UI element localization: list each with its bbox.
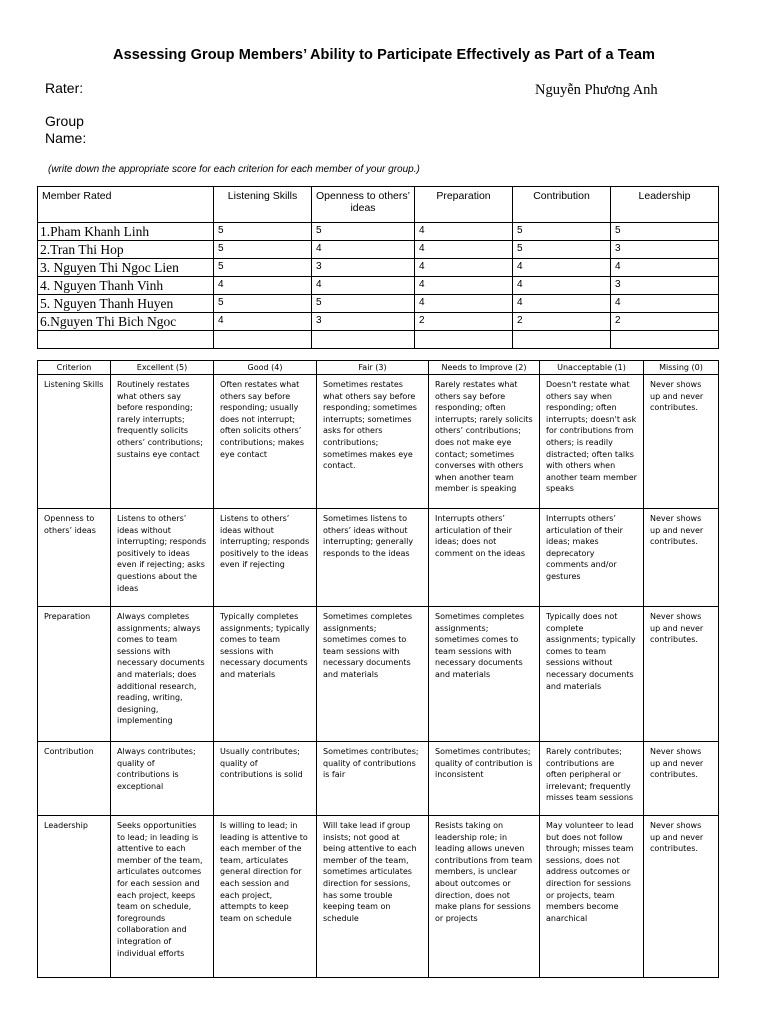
score-cell-preparation: 2 <box>415 313 513 331</box>
score-cell-preparation: 4 <box>415 277 513 295</box>
rubric-cell-fair: Sometimes contributes; quality of contributions is fair <box>317 742 429 816</box>
rubric-cell-unacceptable: May volunteer to lead but does not follow through; misses team sessions, does not address outcomes or direction for sessions or projects, team members become anarchical <box>540 816 644 978</box>
score-cell-listening: 5 <box>214 295 312 313</box>
rubric-header-fair: Fair (3) <box>317 361 429 375</box>
instruction-text: (write down the appropriate score for each criterion for each member of your group.) <box>48 164 420 175</box>
score-cell-member: 5. Nguyen Thanh Huyen <box>38 295 214 313</box>
rubric-header-good: Good (4) <box>214 361 317 375</box>
score-cell-member: 3. Nguyen Thi Ngoc Lien <box>38 259 214 277</box>
score-cell-leadership: 4 <box>611 259 719 277</box>
score-cell-listening: 4 <box>214 277 312 295</box>
rubric-cell-missing: Never shows up and never contributes. <box>644 375 719 509</box>
score-cell-leadership: 3 <box>611 277 719 295</box>
score-cell-preparation: 4 <box>415 259 513 277</box>
group-name-label: Group Name: <box>45 113 87 146</box>
rubric-cell-excellent: Listens to others’ ideas without interrupting; responds positively to ideas even if rejecting; asks questions about the ideas <box>111 509 214 607</box>
score-cell-contribution: 4 <box>513 259 611 277</box>
score-cell-leadership <box>611 331 719 349</box>
rubric-header-missing: Missing (0) <box>644 361 719 375</box>
rubric-cell-criterion: Preparation <box>38 607 111 742</box>
score-row <box>38 241 719 259</box>
score-table <box>37 186 719 349</box>
score-cell-openness: 5 <box>312 223 415 241</box>
rubric-cell-excellent: Always completes assignments; always comes to team sessions with necessary documents and materials; does additional research, reading, writing, designing, implementing <box>111 607 214 742</box>
score-row <box>38 223 719 241</box>
rubric-cell-good: Is willing to lead; in leading is attentive to each member of the team, articulates general direction for each session and each project, attempts to keep team on schedule <box>214 816 317 978</box>
rubric-cell-missing: Never shows up and never contributes. <box>644 607 719 742</box>
rubric-header-unacceptable: Unacceptable (1) <box>540 361 644 375</box>
rubric-header <box>38 361 719 375</box>
score-cell-member: 4. Nguyen Thanh Vinh <box>38 277 214 295</box>
score-cell-openness: 3 <box>312 259 415 277</box>
score-cell-leadership: 5 <box>611 223 719 241</box>
rubric-cell-missing: Never shows up and never contributes. <box>644 742 719 816</box>
score-cell-openness: 5 <box>312 295 415 313</box>
score-header-member: Member Rated <box>38 187 214 223</box>
score-cell-openness <box>312 331 415 349</box>
rater-name: Nguyễn Phương Anh <box>535 82 658 98</box>
rubric-cell-unacceptable: Typically does not complete assignments; typically comes to team sessions without necessary documents and materials <box>540 607 644 742</box>
score-cell-listening: 5 <box>214 223 312 241</box>
rubric-cell-criterion: Listening Skills <box>38 375 111 509</box>
rubric-cell-criterion: Leadership <box>38 816 111 978</box>
rubric-row <box>38 607 719 742</box>
rubric-header-needs-improve: Needs to Improve (2) <box>429 361 540 375</box>
score-table-header <box>38 187 719 223</box>
score-header-openness: Openness to others’ ideas <box>312 187 415 223</box>
score-cell-member: 6.Nguyen Thi Bich Ngoc <box>38 313 214 331</box>
rubric-row <box>38 816 719 978</box>
rubric-row <box>38 742 719 816</box>
score-cell-contribution: 2 <box>513 313 611 331</box>
score-row <box>38 313 719 331</box>
rubric-header-excellent: Excellent (5) <box>111 361 214 375</box>
rubric-cell-needs-improve: Sometimes contributes; quality of contribution is inconsistent <box>429 742 540 816</box>
score-cell-member: 1.Pham Khanh Linh <box>38 223 214 241</box>
rubric-cell-excellent: Seeks opportunities to lead; in leading is attentive to each member of the team, articulates outcomes for each session and each project, keeps team on schedule, foregrounds collaboration and integration of individual efforts <box>111 816 214 978</box>
score-cell-contribution: 5 <box>513 241 611 259</box>
score-cell-listening: 5 <box>214 259 312 277</box>
score-row <box>38 295 719 313</box>
score-cell-listening: 4 <box>214 313 312 331</box>
rubric-cell-fair: Sometimes completes assignments; sometimes comes to team sessions with necessary documents and materials <box>317 607 429 742</box>
rubric-table <box>37 360 719 978</box>
score-cell-contribution: 4 <box>513 277 611 295</box>
rubric-cell-missing: Never shows up and never contributes. <box>644 509 719 607</box>
rubric-cell-needs-improve: Resists taking on leadership role; in leading allows uneven contributions from team members, is unclear about outcomes or direction, does not make plans for sessions or projects <box>429 816 540 978</box>
rubric-cell-good: Usually contributes; quality of contributions is solid <box>214 742 317 816</box>
score-cell-listening <box>214 331 312 349</box>
score-header-listening: Listening Skills <box>214 187 312 223</box>
rubric-cell-excellent: Routinely restates what others say before responding; rarely interrupts; frequently solicits others’ contributions; sustains eye contact <box>111 375 214 509</box>
score-row <box>38 331 719 349</box>
score-cell-contribution: 4 <box>513 295 611 313</box>
rubric-cell-excellent: Always contributes; quality of contributions is exceptional <box>111 742 214 816</box>
score-cell-openness: 4 <box>312 241 415 259</box>
score-cell-openness: 3 <box>312 313 415 331</box>
score-cell-leadership: 2 <box>611 313 719 331</box>
score-cell-preparation: 4 <box>415 223 513 241</box>
score-cell-member <box>38 331 214 349</box>
score-cell-contribution <box>513 331 611 349</box>
rubric-cell-criterion: Openness to others’ ideas <box>38 509 111 607</box>
score-row <box>38 259 719 277</box>
score-cell-preparation <box>415 331 513 349</box>
rubric-cell-good: Listens to others’ ideas without interrupting; responds positively to the ideas even if rejecting <box>214 509 317 607</box>
score-cell-openness: 4 <box>312 277 415 295</box>
score-cell-listening: 5 <box>214 241 312 259</box>
page-title: Assessing Group Members’ Ability to Participate Effectively as Part of a Team <box>113 47 655 63</box>
score-cell-leadership: 4 <box>611 295 719 313</box>
rubric-cell-unacceptable: Rarely contributes; contributions are often peripheral or irrelevant; frequently misses team sessions <box>540 742 644 816</box>
score-header-preparation: Preparation <box>415 187 513 223</box>
rubric-cell-criterion: Contribution <box>38 742 111 816</box>
rubric-cell-missing: Never shows up and never contributes. <box>644 816 719 978</box>
rubric-cell-needs-improve: Rarely restates what others say before responding; often interrupts; rarely solicits others’ contributions; does not make eye contact; sometimes converses with others when another team member is speaking <box>429 375 540 509</box>
rubric-cell-needs-improve: Sometimes completes assignments; sometimes comes to team sessions with necessary documents and materials <box>429 607 540 742</box>
rubric-cell-unacceptable: Interrupts others’ articulation of their ideas; makes deprecatory comments and/or gestures <box>540 509 644 607</box>
score-cell-preparation: 4 <box>415 241 513 259</box>
score-cell-leadership: 3 <box>611 241 719 259</box>
rubric-cell-good: Typically completes assignments; typically comes to team sessions with necessary documents and materials <box>214 607 317 742</box>
rubric-cell-fair: Sometimes restates what others say before responding; sometimes interrupts; sometimes asks for others contributions; sometimes makes eye contact. <box>317 375 429 509</box>
rubric-cell-unacceptable: Doesn't restate what others say when responding; often interrupts; doesn't ask for contributions from others; is readily distracted; often talks with others when another team member speaks <box>540 375 644 509</box>
score-header-leadership: Leadership <box>611 187 719 223</box>
rubric-row <box>38 375 719 509</box>
score-cell-preparation: 4 <box>415 295 513 313</box>
score-cell-member: 2.Tran Thi Hop <box>38 241 214 259</box>
rubric-cell-fair: Will take lead if group insists; not good at being attentive to each member of the team, sometimes articulates direction for sessions, has some trouble keeping team on schedule <box>317 816 429 978</box>
score-row <box>38 277 719 295</box>
rubric-cell-good: Often restates what others say before responding; usually does not interrupt; often solicits others’ contributions; makes eye contact <box>214 375 317 509</box>
score-header-contribution: Contribution <box>513 187 611 223</box>
score-cell-contribution: 5 <box>513 223 611 241</box>
rubric-cell-fair: Sometimes listens to others’ ideas without interrupting; generally responds to the ideas <box>317 509 429 607</box>
rubric-row <box>38 509 719 607</box>
rubric-header-criterion: Criterion <box>38 361 111 375</box>
rubric-cell-needs-improve: Interrupts others’ articulation of their ideas; does not comment on the ideas <box>429 509 540 607</box>
rater-label: Rater: <box>45 80 84 96</box>
